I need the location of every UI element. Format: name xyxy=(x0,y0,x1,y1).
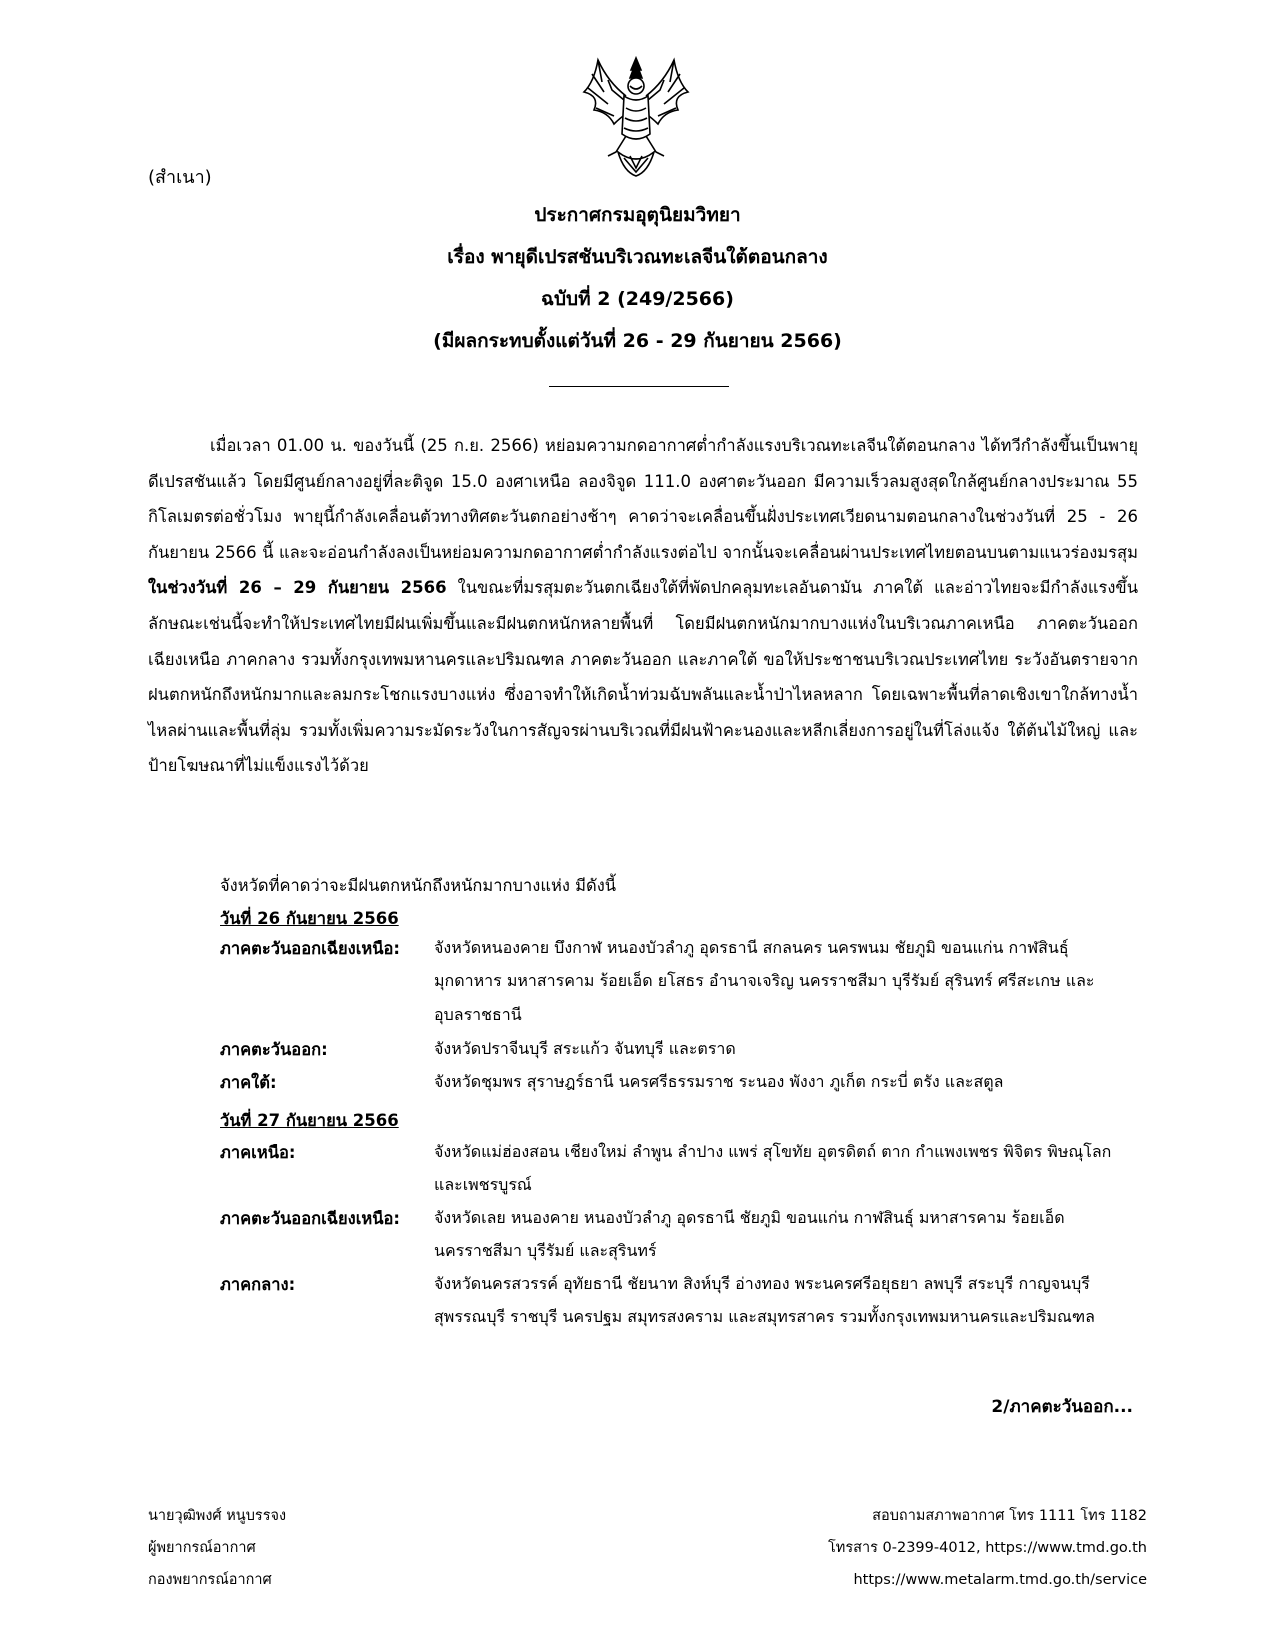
region-label: ภาคกลาง: xyxy=(220,1275,296,1294)
announcement-subject: เรื่อง พายุดีเปรสชันบริเวณทะเลจีนใต้ตอนกลาง xyxy=(447,246,828,268)
region-label: ภาคตะวันออกเฉียงเหนือ: xyxy=(220,939,401,958)
signatory-name: นายวุฒิพงศ์ หนูบรรจง xyxy=(148,1508,287,1524)
contact-service-link[interactable]: https://www.metalarm.tmd.go.th/service xyxy=(853,1572,1147,1588)
announcement-issue-number: ฉบับที่ 2 (249/2566) xyxy=(541,288,734,310)
region-provinces: จังหวัดปราจีนบุรี สระแก้ว จันทบุรี และตราด xyxy=(434,1039,736,1058)
signatory-division: กองพยากรณ์อากาศ xyxy=(148,1572,272,1588)
region-label: ภาคตะวันออกเฉียงเหนือ: xyxy=(220,1209,401,1228)
announcement-effective-period: (มีผลกระทบตั้งแต่วันที่ 26 - 29 กันยายน 2566) xyxy=(433,330,842,352)
contact-block xyxy=(828,1500,1147,1596)
garuda-emblem-icon xyxy=(578,52,694,180)
contact-phone: สอบถามสภาพอากาศ โทร 1111 โทร 1182 xyxy=(872,1508,1147,1524)
body-text-bold-period: ในช่วงวันที่ 26 – 29 กันยายน 2566 xyxy=(148,578,447,598)
day-heading: วันที่ 27 กันยายน 2566 xyxy=(220,1111,399,1130)
day-heading: วันที่ 26 กันยายน 2566 xyxy=(220,909,399,928)
copy-mark: (สำเนา) xyxy=(148,167,212,188)
region-label: ภาคตะวันออก: xyxy=(220,1040,328,1059)
region-provinces: จังหวัดแม่ฮ่องสอน เชียงใหม่ ลำพูน ลำปาง แพร่ สุโขทัย อุตรดิตถ์ ตาก กำแพงเพชร พิจิตร พิษณุโลก และเพชรบูรณ์ xyxy=(434,1142,1112,1195)
next-page-indicator: 2/ภาคตะวันออก... xyxy=(991,1397,1133,1417)
signatory-block xyxy=(148,1500,286,1596)
region-provinces: จังหวัดเลย หนองคาย หนองบัวลำภู อุดรธานี ชัยภูมิ ขอนแก่น กาฬสินธุ์ มหาสารคาม ร้อยเอ็ด นครราชสีมา บุรีรัมย์ และสุรินทร์ xyxy=(434,1208,1065,1261)
region-provinces: จังหวัดนครสวรรค์ อุทัยธานี ชัยนาท สิงห์บุรี อ่างทอง พระนครศรีอยุธยา ลพบุรี สระบุรี กาญจนบุรี สุพรรณบุรี ราชบุรี นครปฐม สมุทรสงคราม และสมุทรสาคร รวมทั้งกรุงเทพมหานครและปริมณฑล xyxy=(434,1274,1095,1327)
body-text-part2: ในขณะที่มรสุมตะวันตกเฉียงใต้ที่พัดปกคลุมทะเลอันดามัน ภาคใต้ และอ่าวไทยจะมีกำลังแรงขึ้น ลักษณะเช่นนี้จะทำให้ประเทศไทยมีฝนเพิ่มขึ้นและมีฝนตกหนักหลายพื้นที่ โดยมีฝนตกหนักมากบางแห่งในบริเวณภาคเหนือ ภาคตะวันออกเฉียงเหนือ ภาคกลาง รวมทั้งกรุงเทพมหานครและปริมณฑล ภาคตะวันออก และภาคใต้ ขอให้ประชาชนบริเวณประเทศไทย ระวังอันตรายจากฝนตกหนักถึงหนักมากและลมกระโชกแรงบางแห่ง ซึ่งอาจทำให้เกิดน้ำท่วมฉับพลันและน้ำป่าไหลหลาก โดยเฉพาะพื้นที่ลาดเชิงเขาใกล้ทางน้ำไหลผ่านและพื้นที่ลุ่ม รวมทั้งเพิ่มความระมัดระวังในการสัญจรผ่านบริเวณที่มีฝนฟ้าคะนองและหลีกเลี่ยงการอยู่ในที่โล่งแจ้ง ใต้ต้นไม้ใหญ่ และป้ายโฆษณาที่ไม่แข็งแรงไว้ด้วย xyxy=(148,578,1138,776)
announcement-body xyxy=(148,428,1138,784)
region-provinces: จังหวัดหนองคาย บึงกาฬ หนองบัวลำภู อุดรธานี สกลนคร นครพนม ชัยภูมิ ขอนแก่น กาฬสินธุ์ มุกดาหาร มหาสารคาม ร้อยเอ็ด ยโสธร อำนาจเจริญ นครราชสีมา บุรีรัมย์ สุรินทร์ ศรีสะเกษ และอุบลราชธานี xyxy=(434,938,1095,1024)
region-label: ภาคใต้: xyxy=(220,1073,277,1092)
contact-fax-website[interactable]: โทรสาร 0-2399-4012, https://www.tmd.go.th xyxy=(828,1540,1147,1556)
region-provinces: จังหวัดชุมพร สุราษฎร์ธานี นครศรีธรรมราช ระนอง พังงา ภูเก็ต กระบี่ ตรัง และสตูล xyxy=(434,1072,1004,1091)
title-divider xyxy=(549,386,729,387)
signatory-position: ผู้พยากรณ์อากาศ xyxy=(148,1540,256,1556)
body-text-part1: เมื่อเวลา 01.00 น. ของวันนี้ (25 ก.ย. 2566) หย่อมความกดอากาศต่ำกำลังแรงบริเวณทะเลจีนใต้ตอนกลาง ได้ทวีกำลังขึ้นเป็นพายุดีเปรสชันแล้ว โดยมีศูนย์กลางอยู่ที่ละติจูด 15.0 องศาเหนือ ลองจิจูด 111.0 องศาตะวันออก มีความเร็วลมสูงสุดใกล้ศูนย์กลางประมาณ 55 กิโลเมตรต่อชั่วโมง พายุนี้กำลังเคลื่อนตัวทางทิศตะวันตกอย่างช้าๆ คาดว่าจะเคลื่อนขึ้นฝั่งประเทศเวียดนามตอนกลางในช่วงวันที่ 25 - 26 กันยายน 2566 นี้ และจะอ่อนกำลังลงเป็นหย่อมความกดอากาศต่ำกำลังแรงต่อไป จากนั้นจะเคลื่อนผ่านประเทศไทยตอนบนตามแนวร่องมรสุม xyxy=(148,436,1138,562)
provinces-intro: จังหวัดที่คาดว่าจะมีฝนตกหนักถึงหนักมากบางแห่ง มีดังนี้ xyxy=(220,876,617,895)
region-label: ภาคเหนือ: xyxy=(220,1143,296,1162)
announcement-title: ประกาศกรมอุตุนิยมวิทยา xyxy=(534,204,741,226)
